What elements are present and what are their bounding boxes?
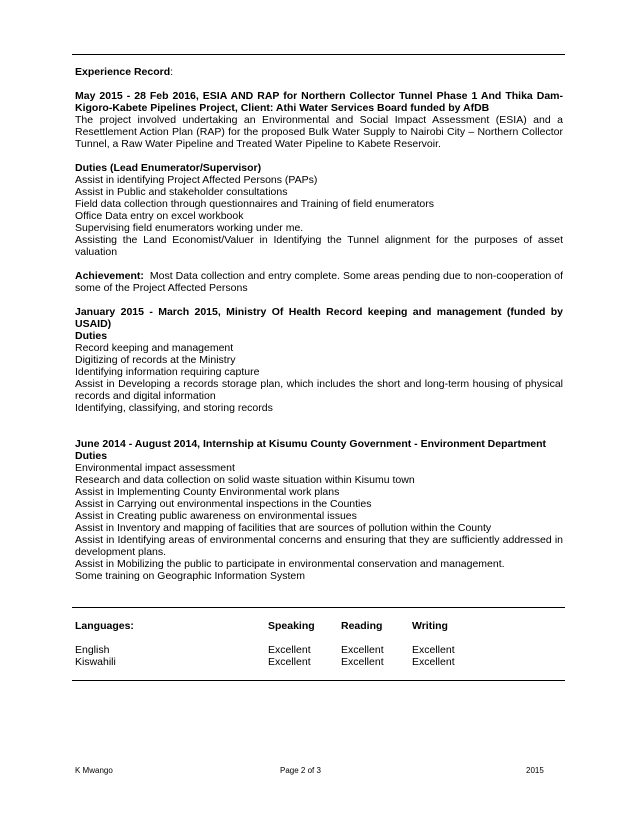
- experience-section: [75, 66, 563, 582]
- job3-duties-heading: Duties: [75, 450, 108, 462]
- footer-year: 2015: [526, 766, 544, 775]
- writing-header: Writing: [412, 620, 448, 632]
- experience-heading: [75, 66, 563, 78]
- duty-item: Assist in Inventory and mapping of facilities that are sources of pollution within the County: [75, 522, 492, 534]
- achievement-label: Achievement:: [75, 270, 144, 282]
- footer-page-number: Page 2 of 3: [280, 766, 321, 775]
- job3-title: June 2014 - August 2014, Internship at Kisumu County Government - Environment Department: [75, 438, 547, 450]
- job2-title: January 2015 - March 2015, Ministry Of Health Record keeping and management (funded by USAID): [75, 306, 563, 330]
- duty-item: Assist in Public and stakeholder consultations: [75, 186, 288, 198]
- table-row: [75, 644, 563, 656]
- duty-item: Assist in Creating public awareness on environmental issues: [75, 510, 357, 522]
- duty-item: Field data collection through questionnaires and Training of field enumerators: [75, 198, 434, 210]
- duty-item: Assist in Mobilizing the public to participate in environmental conservation and management.: [75, 558, 505, 570]
- reading-level: Excellent: [341, 644, 384, 656]
- duty-item: Assist in identifying Project Affected Persons (PAPs): [75, 174, 318, 186]
- languages-top-rule: [72, 607, 565, 608]
- duty-item: Supervising field enumerators working under me.: [75, 222, 304, 234]
- duty-item: Record keeping and management: [75, 342, 234, 354]
- job1-description: The project involved undertaking an Environmental and Social Impact Assessment (ESIA) and a Resettlement Action Plan (RAP) for the proposed Bulk Water Supply to Nairobi City – Northern Collector Tunnel, a Raw Water Pipeline and Treated Water Pipeline to Kabete Reservoir.: [75, 114, 563, 150]
- languages-header: Languages:: [75, 620, 134, 632]
- duty-item: Assist in Carrying out environmental inspections in the Counties: [75, 498, 372, 510]
- duty-item: Assist in Implementing County Environmental work plans: [75, 486, 340, 498]
- languages-table: [75, 620, 563, 668]
- duty-item: Some training on Geographic Information System: [75, 570, 305, 582]
- writing-level: Excellent: [412, 644, 455, 656]
- duty-item: Research and data collection on solid waste situation within Kisumu town: [75, 474, 415, 486]
- speaking-level: Excellent: [268, 644, 311, 656]
- language-name: Kiswahili: [75, 656, 116, 668]
- job1-duties-heading: Duties (Lead Enumerator/Supervisor): [75, 162, 262, 174]
- job1-achievement: [75, 270, 563, 294]
- speaking-header: Speaking: [268, 620, 315, 632]
- languages-header-row: [75, 620, 563, 632]
- duty-item: Office Data entry on excel workbook: [75, 210, 244, 222]
- reading-header: Reading: [341, 620, 383, 632]
- language-name: English: [75, 644, 110, 656]
- top-rule: [72, 54, 565, 55]
- languages-bottom-rule: [72, 680, 565, 681]
- duty-item: Digitizing of records at the Ministry: [75, 354, 236, 366]
- experience-heading-label: Experience Record: [75, 66, 171, 78]
- duty-item: Identifying, classifying, and storing records: [75, 402, 273, 414]
- job1-title: May 2015 - 28 Feb 2016, ESIA AND RAP for Northern Collector Tunnel Phase 1 And Thika Dam-Kigoro-Kabete Pipelines Project, Client: Athi Water Services Board funded by AfDB: [75, 90, 563, 114]
- reading-level: Excellent: [341, 656, 384, 668]
- duty-item: Assist in Identifying areas of environmental concerns and ensuring that they are sufficiently addressed in development plans.: [75, 534, 563, 558]
- table-row: [75, 656, 563, 668]
- duty-item: Environmental impact assessment: [75, 462, 235, 474]
- footer-name: K Mwango: [75, 766, 113, 775]
- writing-level: Excellent: [412, 656, 455, 668]
- duty-item: Assisting the Land Economist/Valuer in Identifying the Tunnel alignment for the purposes of asset valuation: [75, 234, 563, 258]
- duty-item: Assist in Developing a records storage plan, which includes the short and long-term housing of physical records and digital information: [75, 378, 563, 402]
- job2-duties-heading: Duties: [75, 330, 108, 342]
- speaking-level: Excellent: [268, 656, 311, 668]
- achievement-text: Most Data collection and entry complete. Some areas pending due to non-cooperation of some of the Project Affected Persons: [75, 270, 563, 294]
- duty-item: Identifying information requiring capture: [75, 366, 260, 378]
- experience-heading-colon: :: [170, 66, 174, 78]
